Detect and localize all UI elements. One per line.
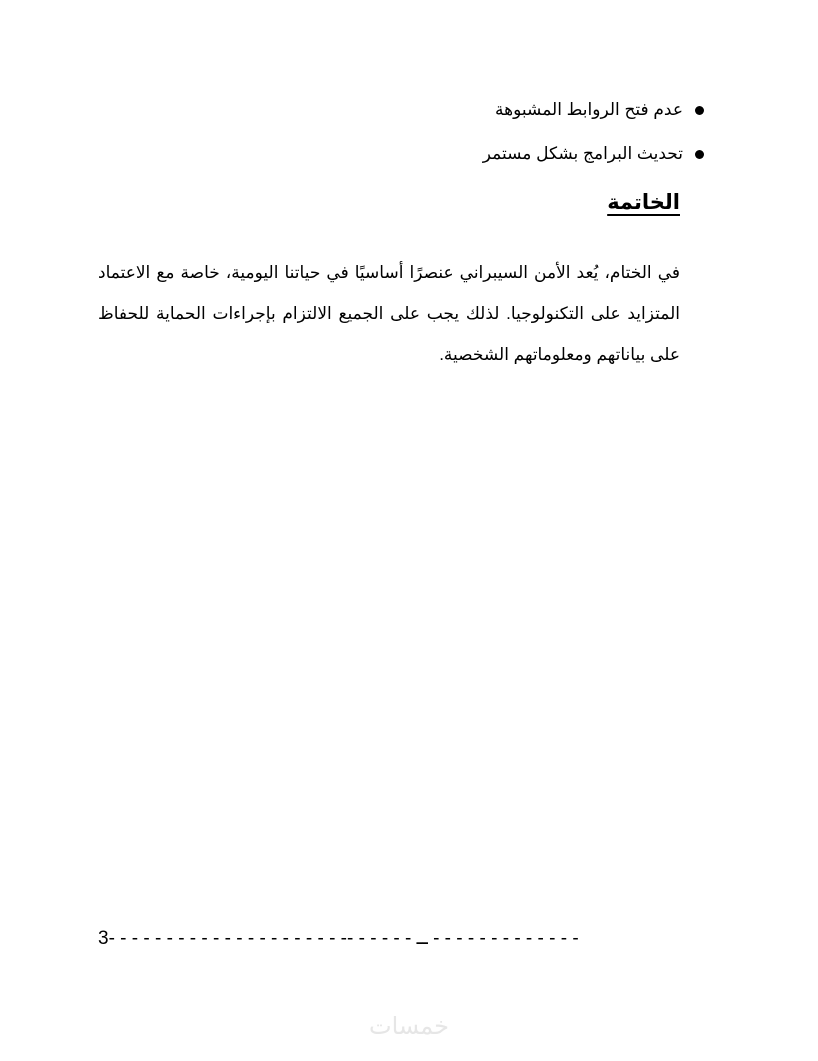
conclusion-paragraph: في الختام، يُعد الأمن السيبراني عنصرًا أساسيًا في حياتنا اليومية، خاصة مع الاعتماد المتزايد على التكنولوجيا. لذلك يجب على الجميع الالتزام بإجراءات الحماية للحفاظ على بياناتهم ومعلوماتهم الشخصية. (98, 263, 680, 364)
section-heading: الخاتمة (607, 191, 680, 214)
bullet-item (108, 88, 708, 132)
bullet-list (108, 88, 708, 176)
bullet-dot-icon (695, 106, 704, 115)
bullet-text: تحديث البرامج بشكل مستمر (482, 144, 683, 163)
watermark-logo: خمسات (368, 1013, 450, 1040)
page-number-footer: 3- - - - - - - - - - - - - - - - - - - - -- - - - - - ــ - - - - - - - - - - - - - (98, 928, 579, 949)
bullet-dot-icon (695, 150, 704, 159)
bullet-text: عدم فتح الروابط المشبوهة (495, 100, 683, 119)
bullet-item (108, 132, 708, 176)
